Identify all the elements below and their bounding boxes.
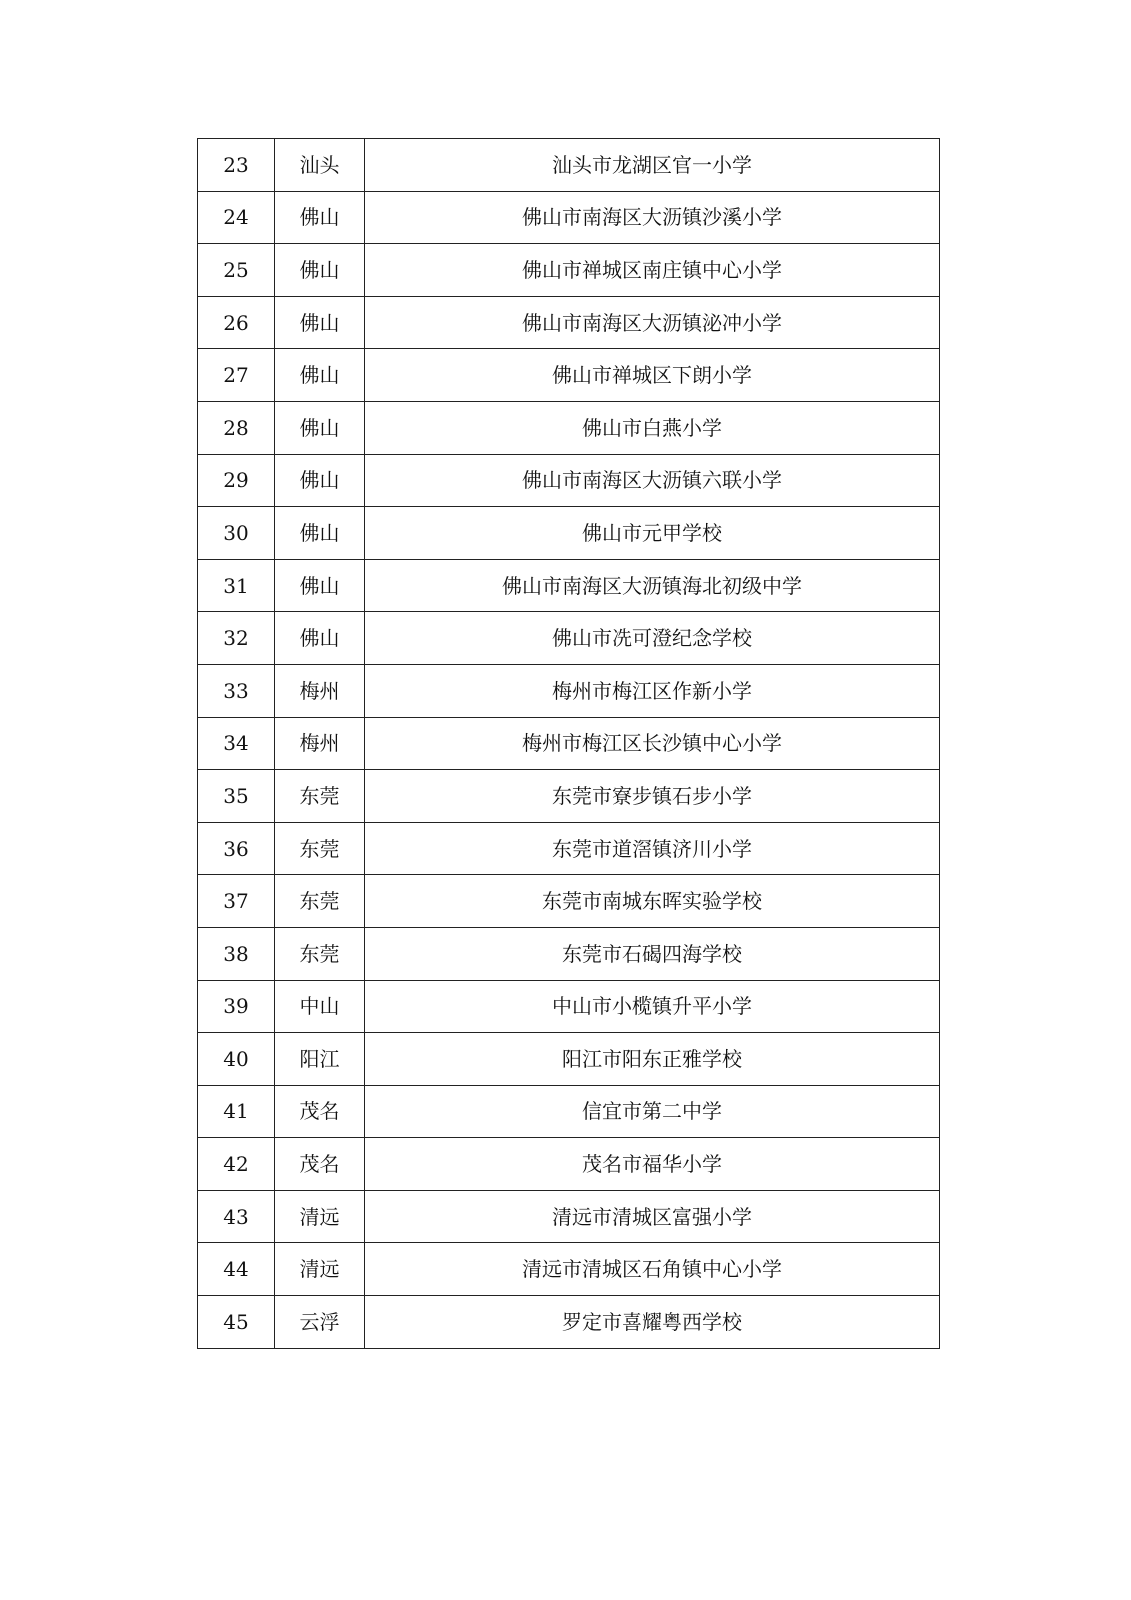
school-list-body bbox=[198, 139, 940, 1349]
school-name-cell: 清远市清城区石角镇中心小学 bbox=[365, 1243, 940, 1296]
school-name-cell: 佛山市南海区大沥镇泌冲小学 bbox=[365, 296, 940, 349]
city-cell: 佛山 bbox=[275, 559, 365, 612]
row-number-cell: 26 bbox=[198, 296, 275, 349]
school-name-cell: 佛山市南海区大沥镇海北初级中学 bbox=[365, 559, 940, 612]
school-name-cell: 东莞市道滘镇济川小学 bbox=[365, 822, 940, 875]
row-number-cell: 40 bbox=[198, 1033, 275, 1086]
row-number-cell: 33 bbox=[198, 664, 275, 717]
row-number-cell: 25 bbox=[198, 244, 275, 297]
school-name-cell: 梅州市梅江区长沙镇中心小学 bbox=[365, 717, 940, 770]
school-name-cell: 东莞市南城东晖实验学校 bbox=[365, 875, 940, 928]
row-number-cell: 31 bbox=[198, 559, 275, 612]
city-cell: 梅州 bbox=[275, 717, 365, 770]
school-name-cell: 佛山市南海区大沥镇沙溪小学 bbox=[365, 191, 940, 244]
school-name-cell: 罗定市喜耀粤西学校 bbox=[365, 1296, 940, 1349]
row-number-cell: 28 bbox=[198, 401, 275, 454]
city-cell: 佛山 bbox=[275, 349, 365, 402]
city-cell: 佛山 bbox=[275, 296, 365, 349]
school-name-cell: 佛山市禅城区下朗小学 bbox=[365, 349, 940, 402]
city-cell: 清远 bbox=[275, 1243, 365, 1296]
school-name-cell: 清远市清城区富强小学 bbox=[365, 1190, 940, 1243]
table-row bbox=[198, 980, 940, 1033]
row-number-cell: 35 bbox=[198, 770, 275, 823]
table-row bbox=[198, 401, 940, 454]
city-cell: 佛山 bbox=[275, 454, 365, 507]
table-row bbox=[198, 612, 940, 665]
city-cell: 东莞 bbox=[275, 927, 365, 980]
row-number-cell: 38 bbox=[198, 927, 275, 980]
city-cell: 佛山 bbox=[275, 507, 365, 560]
row-number-cell: 43 bbox=[198, 1190, 275, 1243]
row-number-cell: 39 bbox=[198, 980, 275, 1033]
school-name-cell: 佛山市冼可澄纪念学校 bbox=[365, 612, 940, 665]
table-row bbox=[198, 139, 940, 192]
table-row bbox=[198, 1190, 940, 1243]
city-cell: 中山 bbox=[275, 980, 365, 1033]
table-row bbox=[198, 244, 940, 297]
city-cell: 梅州 bbox=[275, 664, 365, 717]
table-row bbox=[198, 717, 940, 770]
school-list-table bbox=[197, 138, 940, 1349]
row-number-cell: 27 bbox=[198, 349, 275, 402]
table-row bbox=[198, 927, 940, 980]
row-number-cell: 30 bbox=[198, 507, 275, 560]
city-cell: 东莞 bbox=[275, 770, 365, 823]
table-row bbox=[198, 770, 940, 823]
school-name-cell: 汕头市龙湖区官一小学 bbox=[365, 139, 940, 192]
school-name-cell: 佛山市南海区大沥镇六联小学 bbox=[365, 454, 940, 507]
table-row bbox=[198, 822, 940, 875]
school-name-cell: 东莞市石碣四海学校 bbox=[365, 927, 940, 980]
city-cell: 汕头 bbox=[275, 139, 365, 192]
city-cell: 东莞 bbox=[275, 875, 365, 928]
city-cell: 佛山 bbox=[275, 401, 365, 454]
table-row bbox=[198, 454, 940, 507]
row-number-cell: 41 bbox=[198, 1085, 275, 1138]
city-cell: 清远 bbox=[275, 1190, 365, 1243]
row-number-cell: 32 bbox=[198, 612, 275, 665]
city-cell: 佛山 bbox=[275, 244, 365, 297]
table-row bbox=[198, 1033, 940, 1086]
school-name-cell: 茂名市福华小学 bbox=[365, 1138, 940, 1191]
table-row bbox=[198, 507, 940, 560]
row-number-cell: 44 bbox=[198, 1243, 275, 1296]
city-cell: 佛山 bbox=[275, 612, 365, 665]
table-row bbox=[198, 875, 940, 928]
table-row bbox=[198, 1085, 940, 1138]
school-name-cell: 佛山市白燕小学 bbox=[365, 401, 940, 454]
row-number-cell: 42 bbox=[198, 1138, 275, 1191]
table-row bbox=[198, 559, 940, 612]
table-row bbox=[198, 296, 940, 349]
row-number-cell: 36 bbox=[198, 822, 275, 875]
row-number-cell: 24 bbox=[198, 191, 275, 244]
table-row bbox=[198, 349, 940, 402]
row-number-cell: 34 bbox=[198, 717, 275, 770]
school-name-cell: 佛山市禅城区南庄镇中心小学 bbox=[365, 244, 940, 297]
table-row bbox=[198, 191, 940, 244]
school-name-cell: 东莞市寮步镇石步小学 bbox=[365, 770, 940, 823]
row-number-cell: 37 bbox=[198, 875, 275, 928]
school-name-cell: 梅州市梅江区作新小学 bbox=[365, 664, 940, 717]
table-row bbox=[198, 664, 940, 717]
city-cell: 东莞 bbox=[275, 822, 365, 875]
school-name-cell: 中山市小榄镇升平小学 bbox=[365, 980, 940, 1033]
city-cell: 阳江 bbox=[275, 1033, 365, 1086]
row-number-cell: 29 bbox=[198, 454, 275, 507]
row-number-cell: 23 bbox=[198, 139, 275, 192]
school-name-cell: 阳江市阳东正雅学校 bbox=[365, 1033, 940, 1086]
table-row bbox=[198, 1296, 940, 1349]
school-name-cell: 信宜市第二中学 bbox=[365, 1085, 940, 1138]
city-cell: 茂名 bbox=[275, 1085, 365, 1138]
row-number-cell: 45 bbox=[198, 1296, 275, 1349]
table-row bbox=[198, 1138, 940, 1191]
city-cell: 茂名 bbox=[275, 1138, 365, 1191]
city-cell: 云浮 bbox=[275, 1296, 365, 1349]
table-row bbox=[198, 1243, 940, 1296]
city-cell: 佛山 bbox=[275, 191, 365, 244]
school-name-cell: 佛山市元甲学校 bbox=[365, 507, 940, 560]
